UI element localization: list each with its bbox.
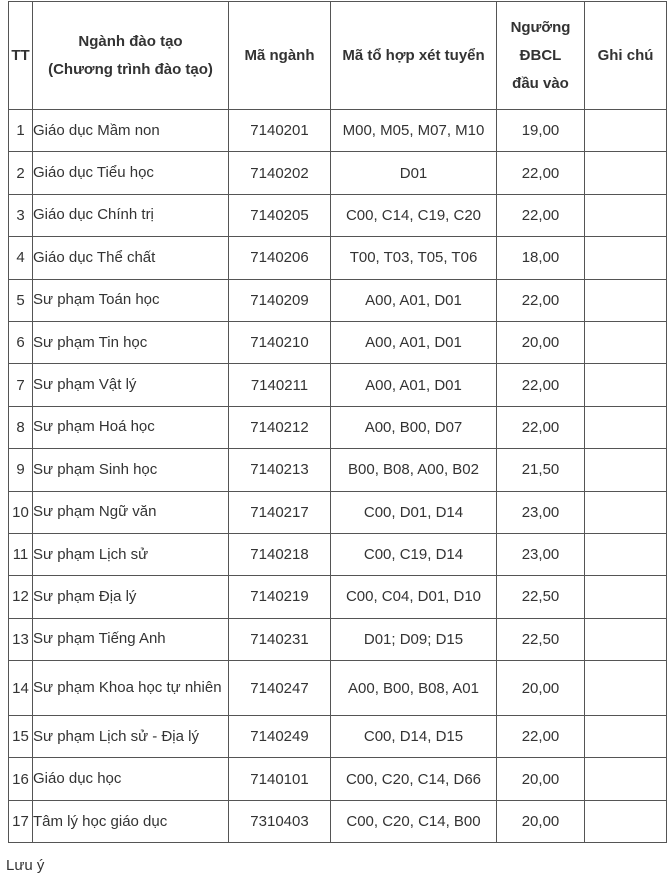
row-combo: A00, A01, D01 bbox=[331, 279, 497, 321]
row-combo: C00, C20, C14, D66 bbox=[331, 758, 497, 800]
row-note bbox=[585, 533, 667, 575]
row-threshold: 21,50 bbox=[497, 449, 585, 491]
row-combo: C00, C04, D01, D10 bbox=[331, 576, 497, 618]
row-tt: 17 bbox=[9, 800, 33, 842]
row-tt: 1 bbox=[9, 110, 33, 152]
row-threshold: 22,00 bbox=[497, 364, 585, 406]
row-major-code: 7140202 bbox=[229, 152, 331, 194]
row-major-code: 7140206 bbox=[229, 237, 331, 279]
row-major-code: 7140247 bbox=[229, 661, 331, 716]
header-threshold-line3: đầu vào bbox=[512, 74, 569, 92]
row-major-name: Sư phạm Vật lý bbox=[33, 364, 229, 406]
row-threshold: 22,00 bbox=[497, 279, 585, 321]
row-threshold: 22,50 bbox=[497, 618, 585, 660]
header-combo: Mã tổ hợp xét tuyển bbox=[331, 2, 497, 110]
row-note bbox=[585, 364, 667, 406]
header-note: Ghi chú bbox=[585, 2, 667, 110]
row-note bbox=[585, 618, 667, 660]
row-major-code: 7140209 bbox=[229, 279, 331, 321]
row-note bbox=[585, 576, 667, 618]
row-major-name: Giáo dục Thể chất bbox=[33, 237, 229, 279]
row-tt: 13 bbox=[9, 618, 33, 660]
row-major-name: Sư phạm Lịch sử - Địa lý bbox=[33, 716, 229, 758]
table-row bbox=[9, 491, 667, 533]
row-major-code: 7140212 bbox=[229, 406, 331, 448]
row-major-name: Giáo dục học bbox=[33, 758, 229, 800]
row-threshold: 22,00 bbox=[497, 406, 585, 448]
row-major-code: 7140101 bbox=[229, 758, 331, 800]
row-note bbox=[585, 716, 667, 758]
row-note bbox=[585, 279, 667, 321]
table-row bbox=[9, 237, 667, 279]
row-note bbox=[585, 194, 667, 236]
row-note bbox=[585, 758, 667, 800]
row-note bbox=[585, 237, 667, 279]
table-row bbox=[9, 716, 667, 758]
row-threshold: 22,00 bbox=[497, 716, 585, 758]
row-major-name: Giáo dục Mầm non bbox=[33, 110, 229, 152]
row-combo: A00, B00, B08, A01 bbox=[331, 661, 497, 716]
row-major-code: 7140249 bbox=[229, 716, 331, 758]
header-threshold-line2: ĐBCL bbox=[519, 46, 562, 64]
row-note bbox=[585, 491, 667, 533]
header-major bbox=[33, 2, 229, 110]
row-note bbox=[585, 449, 667, 491]
table-row bbox=[9, 406, 667, 448]
row-combo: D01; D09; D15 bbox=[331, 618, 497, 660]
table-row bbox=[9, 618, 667, 660]
row-tt: 2 bbox=[9, 152, 33, 194]
row-combo: A00, A01, D01 bbox=[331, 364, 497, 406]
row-note bbox=[585, 321, 667, 363]
row-note bbox=[585, 661, 667, 716]
row-major-name: Sư phạm Địa lý bbox=[33, 576, 229, 618]
row-combo: C00, C14, C19, C20 bbox=[331, 194, 497, 236]
row-major-name: Sư phạm Tin học bbox=[33, 321, 229, 363]
row-major-code: 7140217 bbox=[229, 491, 331, 533]
row-threshold: 19,00 bbox=[497, 110, 585, 152]
table-row bbox=[9, 321, 667, 363]
row-threshold: 20,00 bbox=[497, 758, 585, 800]
table-row bbox=[9, 758, 667, 800]
row-threshold: 22,00 bbox=[497, 194, 585, 236]
row-major-name: Sư phạm Toán học bbox=[33, 279, 229, 321]
row-combo: C00, D01, D14 bbox=[331, 491, 497, 533]
row-threshold: 23,00 bbox=[497, 533, 585, 575]
table-row bbox=[9, 800, 667, 842]
row-threshold: 20,00 bbox=[497, 321, 585, 363]
admission-threshold-table bbox=[8, 1, 667, 843]
row-threshold: 20,00 bbox=[497, 661, 585, 716]
table-row bbox=[9, 110, 667, 152]
row-tt: 9 bbox=[9, 449, 33, 491]
row-tt: 12 bbox=[9, 576, 33, 618]
row-combo: T00, T03, T05, T06 bbox=[331, 237, 497, 279]
row-combo: B00, B08, A00, B02 bbox=[331, 449, 497, 491]
row-combo: A00, A01, D01 bbox=[331, 321, 497, 363]
row-note bbox=[585, 110, 667, 152]
table-row bbox=[9, 194, 667, 236]
row-combo: D01 bbox=[331, 152, 497, 194]
row-major-name: Giáo dục Tiểu học bbox=[33, 152, 229, 194]
row-major-code: 7310403 bbox=[229, 800, 331, 842]
row-major-code: 7140213 bbox=[229, 449, 331, 491]
row-threshold: 22,50 bbox=[497, 576, 585, 618]
row-tt: 10 bbox=[9, 491, 33, 533]
header-threshold-line1: Ngưỡng bbox=[510, 18, 571, 36]
row-note bbox=[585, 406, 667, 448]
row-tt: 14 bbox=[9, 661, 33, 716]
row-major-name: Sư phạm Ngữ văn bbox=[33, 491, 229, 533]
row-combo: M00, M05, M07, M10 bbox=[331, 110, 497, 152]
row-threshold: 18,00 bbox=[497, 237, 585, 279]
row-major-code: 7140219 bbox=[229, 576, 331, 618]
row-major-name: Sư phạm Hoá học bbox=[33, 406, 229, 448]
row-threshold: 20,00 bbox=[497, 800, 585, 842]
row-major-code: 7140211 bbox=[229, 364, 331, 406]
row-major-name: Sư phạm Sinh học bbox=[33, 449, 229, 491]
row-tt: 5 bbox=[9, 279, 33, 321]
table-row bbox=[9, 576, 667, 618]
row-major-code: 7140201 bbox=[229, 110, 331, 152]
row-tt: 3 bbox=[9, 194, 33, 236]
header-major-line2: (Chương trình đào tạo) bbox=[48, 60, 213, 78]
table-row bbox=[9, 449, 667, 491]
row-threshold: 22,00 bbox=[497, 152, 585, 194]
row-tt: 15 bbox=[9, 716, 33, 758]
row-major-name: Giáo dục Chính trị bbox=[33, 194, 229, 236]
header-major-line1: Ngành đào tạo bbox=[78, 32, 183, 50]
row-major-code: 7140210 bbox=[229, 321, 331, 363]
table-row bbox=[9, 364, 667, 406]
row-major-code: 7140231 bbox=[229, 618, 331, 660]
row-tt: 6 bbox=[9, 321, 33, 363]
row-tt: 8 bbox=[9, 406, 33, 448]
row-major-name: Sư phạm Khoa học tự nhiên bbox=[33, 661, 229, 716]
row-note bbox=[585, 152, 667, 194]
row-tt: 11 bbox=[9, 533, 33, 575]
table-row bbox=[9, 152, 667, 194]
row-tt: 7 bbox=[9, 364, 33, 406]
row-combo: C00, C19, D14 bbox=[331, 533, 497, 575]
header-row bbox=[9, 2, 667, 110]
row-major-name: Sư phạm Lịch sử bbox=[33, 533, 229, 575]
row-combo: C00, D14, D15 bbox=[331, 716, 497, 758]
row-major-code: 7140205 bbox=[229, 194, 331, 236]
table-row bbox=[9, 533, 667, 575]
row-threshold: 23,00 bbox=[497, 491, 585, 533]
table-row bbox=[9, 661, 667, 716]
header-code: Mã ngành bbox=[229, 2, 331, 110]
row-major-name: Tâm lý học giáo dục bbox=[33, 800, 229, 842]
row-combo: A00, B00, D07 bbox=[331, 406, 497, 448]
table-row bbox=[9, 279, 667, 321]
row-major-name: Sư phạm Tiếng Anh bbox=[33, 618, 229, 660]
row-combo: C00, C20, C14, B00 bbox=[331, 800, 497, 842]
header-threshold bbox=[497, 2, 585, 110]
row-tt: 4 bbox=[9, 237, 33, 279]
row-tt: 16 bbox=[9, 758, 33, 800]
row-major-code: 7140218 bbox=[229, 533, 331, 575]
row-note bbox=[585, 800, 667, 842]
header-tt: TT bbox=[9, 2, 33, 110]
footer-note-fragment: Lưu ý bbox=[6, 857, 45, 874]
